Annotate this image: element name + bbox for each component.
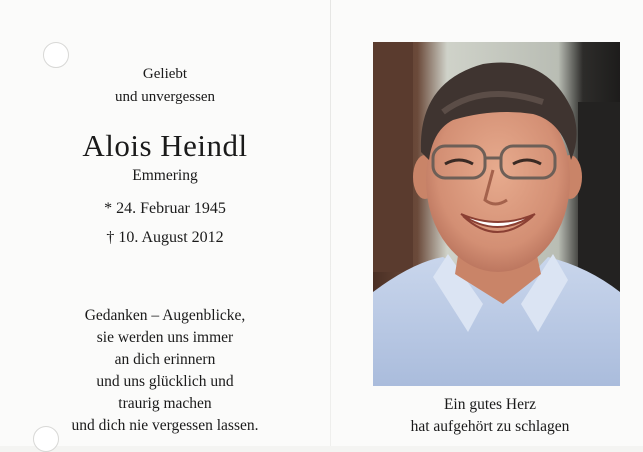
poem-line: und dich nie vergessen lassen. xyxy=(71,417,259,434)
poem-line: sie werden uns immer xyxy=(96,329,234,346)
home-town: Emmering xyxy=(132,167,198,184)
poem-line: traurig machen xyxy=(118,395,212,412)
intro-line-2: und unvergessen xyxy=(114,89,216,105)
caption-line-2: hat aufgehört zu schlagen xyxy=(410,418,570,435)
poem-line: Gedanken – Augenblicke, xyxy=(84,307,246,324)
birth-date: * 24. Februar 1945 xyxy=(104,200,226,217)
card-fold xyxy=(330,0,331,446)
deceased-name: Alois Heindl xyxy=(82,128,248,163)
portrait-image xyxy=(373,42,620,386)
poem-line: an dich erinnern xyxy=(114,351,216,368)
death-date: † 10. August 2012 xyxy=(106,229,224,246)
poem-line: und uns glücklich und xyxy=(96,373,234,390)
caption-line-1: Ein gutes Herz xyxy=(443,396,537,413)
intro-line-1: Geliebt xyxy=(142,66,188,82)
portrait-photo xyxy=(373,42,620,386)
